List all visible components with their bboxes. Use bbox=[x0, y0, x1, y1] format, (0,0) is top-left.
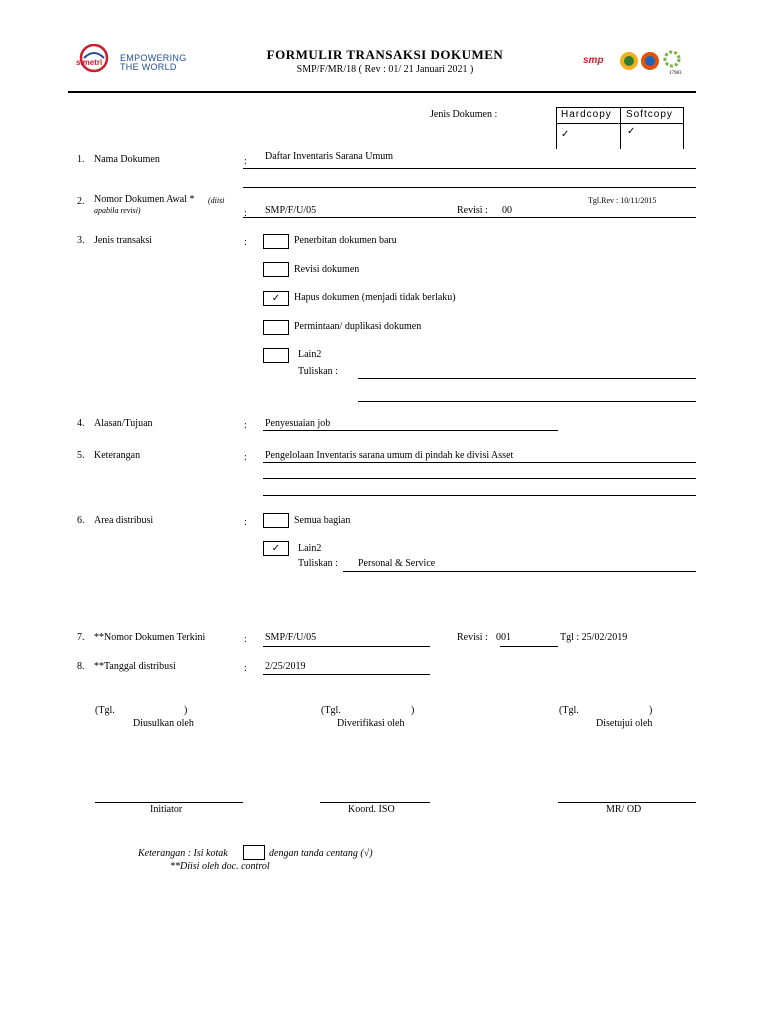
option-label: Lain2 bbox=[298, 543, 322, 554]
keterangan-label: Keterangan bbox=[94, 450, 141, 461]
colon: : bbox=[244, 156, 247, 167]
colon: : bbox=[244, 420, 247, 431]
item-number: 6. bbox=[77, 515, 85, 526]
colon: : bbox=[244, 517, 247, 528]
signature-role: Diusulkan oleh bbox=[133, 718, 194, 729]
colon: : bbox=[244, 452, 247, 463]
item-number: 8. bbox=[77, 661, 85, 672]
alasan-label: Alasan/Tujuan bbox=[94, 418, 153, 429]
simetri-logo-text: simetri bbox=[76, 58, 103, 67]
colon: : bbox=[244, 634, 247, 645]
nomor-terkini-label: **Nomor Dokumen Terkini bbox=[94, 632, 206, 643]
field-line bbox=[263, 646, 430, 647]
revisi-label: Revisi : bbox=[457, 205, 488, 216]
smp-logo: smp bbox=[583, 55, 604, 66]
footer-keterangan: Keterangan : Isi kotak bbox=[138, 848, 228, 859]
signature-line[interactable] bbox=[320, 802, 430, 803]
tuliskan-line bbox=[343, 571, 696, 572]
checkbox-hapus[interactable]: ✓ bbox=[263, 291, 289, 306]
field-line bbox=[263, 495, 696, 496]
option-label: Lain2 bbox=[298, 349, 322, 360]
signature-name: MR/ OD bbox=[606, 804, 642, 815]
revisi-value[interactable]: 00 bbox=[502, 205, 512, 216]
softcopy-header: Softcopy bbox=[626, 109, 673, 120]
item-number: 4. bbox=[77, 418, 85, 429]
option-label: Permintaan/ duplikasi dokumen bbox=[294, 321, 422, 332]
signature-name: Koord. ISO bbox=[348, 804, 395, 815]
checkbox-area-lain2[interactable]: ✓ bbox=[263, 541, 289, 556]
hardcopy-header: Hardcopy bbox=[561, 109, 612, 120]
field-line bbox=[263, 674, 430, 675]
signature-date-label: (Tgl. bbox=[559, 705, 579, 716]
footer-keterangan-2: dengan tanda centang (√) bbox=[269, 848, 373, 859]
checkbox-lain2[interactable] bbox=[263, 348, 289, 363]
field-line bbox=[243, 187, 696, 188]
tanggal-distribusi-value[interactable]: 2/25/2019 bbox=[265, 661, 306, 672]
jenis-dokumen-table bbox=[556, 107, 684, 149]
item-number: 2. bbox=[77, 196, 85, 207]
nama-dokumen-value[interactable]: Daftar Inventaris Sarana Umum bbox=[265, 151, 394, 162]
nomor-awal-note: (diisi apabila revisi) bbox=[94, 196, 225, 215]
colon: : bbox=[244, 663, 247, 674]
badge-number: 17983 bbox=[669, 71, 682, 76]
tgl-rev: Tgl.Rev : 10/11/2015 bbox=[588, 196, 657, 205]
jenis-dokumen-label: Jenis Dokumen : bbox=[430, 109, 498, 120]
area-label: Area distribusi bbox=[94, 515, 154, 526]
field-line bbox=[263, 462, 696, 463]
nomor-terkini-value[interactable]: SMP/F/U/05 bbox=[265, 632, 317, 643]
keterangan-value[interactable]: Pengelolaan Inventaris sarana umum di pindah ke divisi Asset bbox=[265, 450, 514, 461]
checkbox-revisi[interactable] bbox=[263, 262, 289, 277]
colon: : bbox=[244, 208, 247, 219]
signature-date-close: ) bbox=[649, 705, 653, 716]
item-number: 3. bbox=[77, 235, 85, 246]
signature-line[interactable] bbox=[558, 802, 696, 803]
field-line bbox=[263, 478, 696, 479]
signature-date-label: (Tgl. bbox=[95, 705, 115, 716]
page-title: FORMULIR TRANSAKSI DOKUMEN bbox=[266, 47, 504, 62]
checkbox-semua-bagian[interactable] bbox=[263, 513, 289, 528]
tgl-terkini[interactable]: Tgl : 25/02/2019 bbox=[560, 632, 628, 643]
item-number: 1. bbox=[77, 154, 85, 165]
header-divider bbox=[68, 91, 696, 93]
revisi-label: Revisi : bbox=[457, 632, 488, 643]
option-label: Revisi dokumen bbox=[294, 264, 360, 275]
field-line bbox=[263, 430, 558, 431]
signature-role: Diverifikasi oleh bbox=[337, 718, 405, 729]
nomor-awal-label: Nomor Dokumen Awal * bbox=[94, 194, 195, 205]
alasan-value[interactable]: Penyesuaian job bbox=[265, 418, 331, 429]
signature-line[interactable] bbox=[95, 802, 243, 803]
signature-date-close: ) bbox=[184, 705, 188, 716]
footer-sample-box bbox=[243, 845, 265, 860]
page-subtitle: SMP/F/MR/18 ( Rev : 01/ 21 Januari 2021 ) bbox=[296, 64, 474, 75]
logo-tagline-1: EMPOWERING bbox=[120, 53, 187, 63]
option-label: Semua bagian bbox=[294, 515, 351, 526]
checkbox-penerbitan[interactable] bbox=[263, 234, 289, 249]
footer-note: **Diisi oleh doc. control bbox=[170, 861, 270, 872]
nama-dokumen-label: Nama Dokumen bbox=[94, 154, 160, 165]
signature-date-close: ) bbox=[411, 705, 415, 716]
signature-role: Disetujui oleh bbox=[596, 718, 653, 729]
option-label: Penerbitan dokumen baru bbox=[294, 235, 397, 246]
tuliskan-line[interactable] bbox=[358, 401, 696, 402]
tuliskan-line[interactable] bbox=[358, 378, 696, 379]
signature-name: Initiator bbox=[150, 804, 183, 815]
jenis-transaksi-label: Jenis transaksi bbox=[94, 235, 153, 246]
tuliskan-label: Tuliskan : bbox=[298, 558, 338, 569]
signature-date-label: (Tgl. bbox=[321, 705, 341, 716]
softcopy-check[interactable]: ✓ bbox=[627, 126, 636, 137]
tanggal-distribusi-label: **Tanggal distribusi bbox=[94, 661, 176, 672]
field-line bbox=[500, 646, 558, 647]
nomor-awal-value[interactable]: SMP/F/U/05 bbox=[265, 205, 317, 216]
logo-tagline-2: THE WORLD bbox=[120, 62, 177, 72]
field-line bbox=[243, 217, 696, 218]
field-line bbox=[243, 168, 696, 169]
colon: : bbox=[244, 237, 247, 248]
option-label: Hapus dokumen (menjadi tidak berlaku) bbox=[294, 292, 456, 303]
revisi-value[interactable]: 001 bbox=[496, 632, 511, 643]
item-number: 5. bbox=[77, 450, 85, 461]
hardcopy-check[interactable]: ✓ bbox=[561, 129, 570, 140]
item-number: 7. bbox=[77, 632, 85, 643]
checkbox-permintaan[interactable] bbox=[263, 320, 289, 335]
tuliskan-label: Tuliskan : bbox=[298, 366, 338, 377]
tuliskan-value[interactable]: Personal & Service bbox=[358, 558, 436, 569]
